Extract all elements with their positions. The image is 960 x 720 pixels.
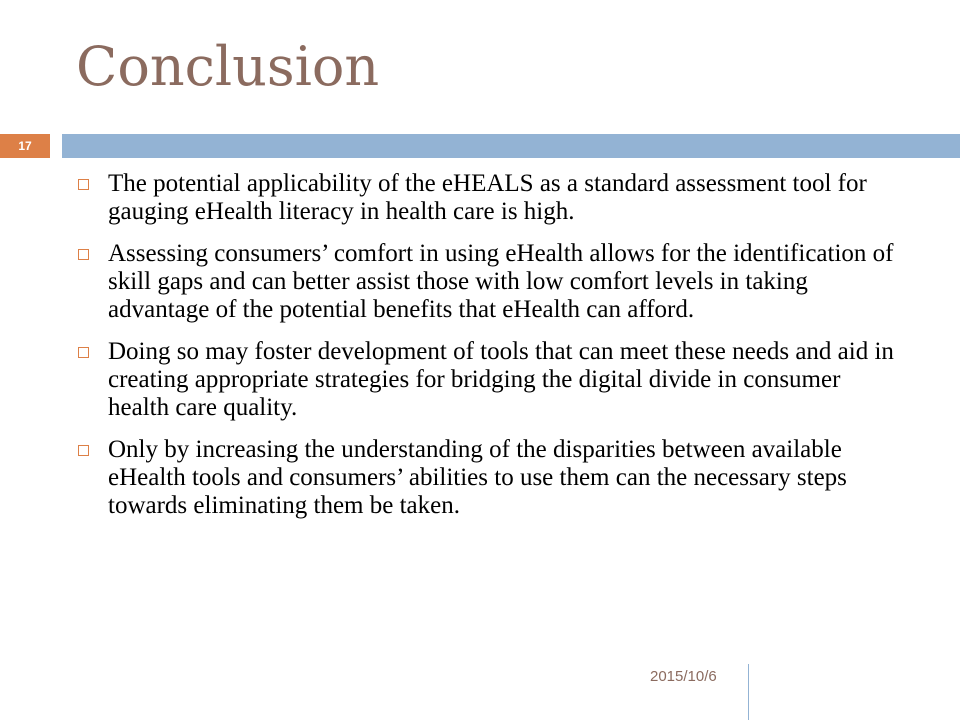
bullet-text: Only by increasing the understanding of the disparities between available eHealth tools and consumers’ abilities to use them can the necessary steps towards eliminating them be taken. (108, 436, 847, 519)
hollow-square-icon (78, 347, 89, 358)
footer-divider (748, 664, 749, 720)
hollow-square-icon (78, 249, 89, 260)
header-accent-bar (62, 134, 960, 158)
bullet-item (76, 338, 906, 422)
slide-title: Conclusion (76, 35, 380, 98)
bullet-list (76, 170, 906, 534)
footer-date: 2015/10/6 (650, 668, 717, 685)
bullet-item (76, 436, 906, 520)
hollow-square-icon (78, 445, 89, 456)
slide-number: 17 (18, 139, 32, 153)
bullet-item (76, 240, 906, 324)
bullet-text: The potential applicability of the eHEALS as a standard assessment tool for gauging eHealth literacy in health care is high. (108, 170, 867, 225)
bullet-item (76, 170, 906, 226)
hollow-square-icon (78, 179, 89, 190)
bullet-text: Doing so may foster development of tools that can meet these needs and aid in creating appropriate strategies for bridging the digital divide in consumer health care quality. (108, 338, 894, 421)
slide-number-badge (0, 134, 50, 158)
bullet-text: Assessing consumers’ comfort in using eHealth allows for the identification of skill gaps and can better assist those with low comfort levels in taking advantage of the potential benefits that eHealth can afford. (108, 240, 894, 323)
